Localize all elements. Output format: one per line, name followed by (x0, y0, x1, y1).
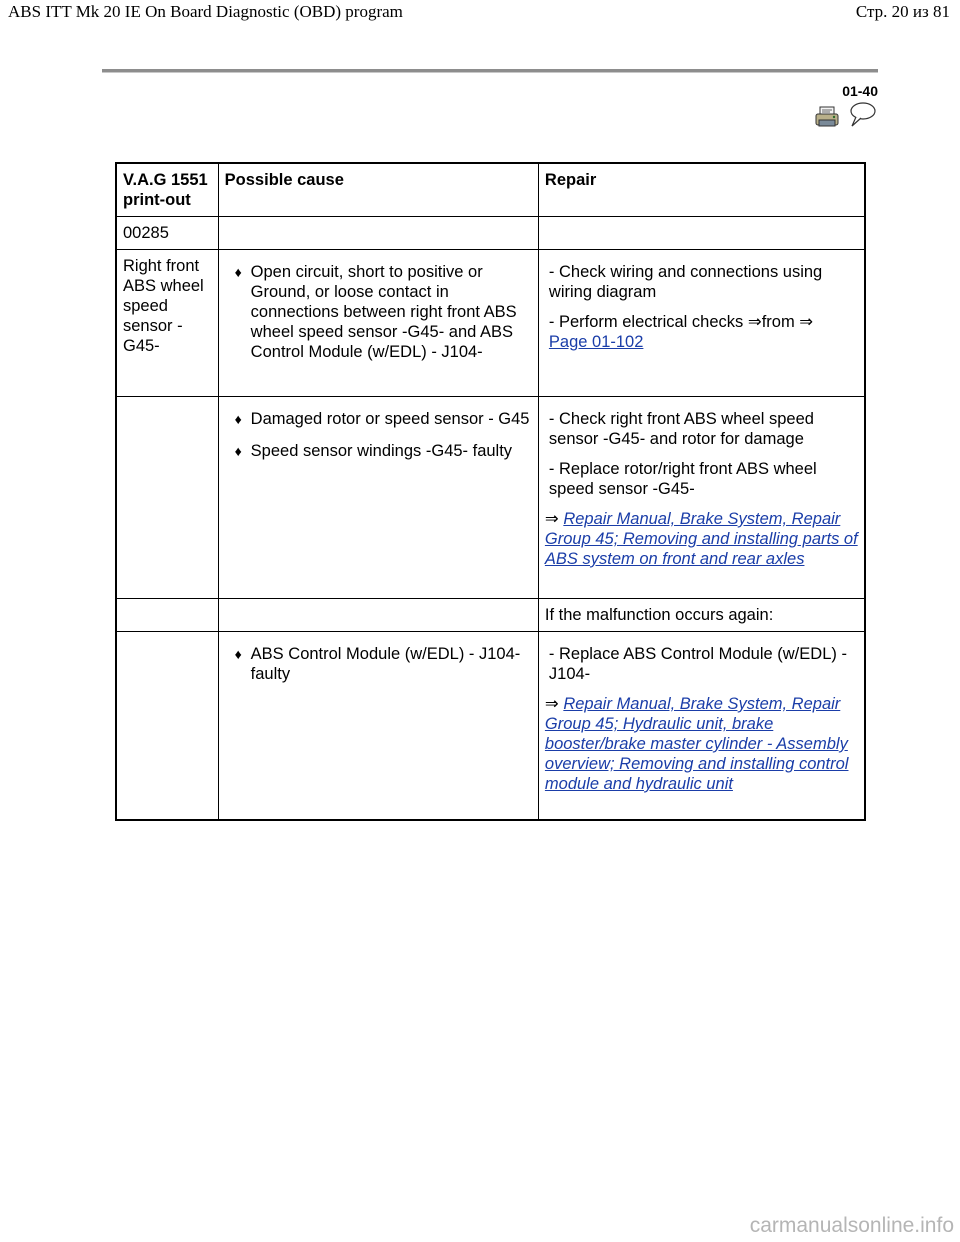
diamond-bullet-icon: ♦ (234, 264, 242, 280)
page-indicator: Стр. 20 из 81 (855, 2, 950, 21)
page-number: 01-40 (842, 83, 878, 99)
repair-step: - Check right front ABS wheel speed sensor -G45- and rotor for damage (548, 410, 814, 448)
diagnostic-table (115, 162, 866, 821)
table-row (116, 632, 865, 820)
arrow-icon: ⇒ (544, 695, 559, 713)
repair-step: - Replace rotor/right front ABS wheel speed sensor -G45- (548, 460, 817, 498)
repair-step: - Check wiring and connections using wiring diagram (548, 263, 823, 301)
watermark: carmanualsonline.info (749, 1214, 954, 1237)
table-row-code (116, 217, 865, 250)
comment-icon[interactable] (847, 101, 877, 129)
repair-step (549, 312, 858, 352)
header-possible-cause: Possible cause (218, 163, 538, 217)
diamond-bullet-icon: ♦ (234, 443, 242, 459)
diamond-bullet-icon: ♦ (234, 646, 242, 662)
header-printout: V.A.G 1551 print-out (116, 163, 218, 217)
table-row (116, 599, 865, 632)
repair-reference (545, 509, 858, 569)
table-header-row (116, 163, 865, 217)
cause-text: Damaged rotor or speed sensor - G45 (250, 410, 530, 428)
cause-item (235, 644, 532, 684)
page-link[interactable]: Page 01-102 (548, 333, 644, 351)
printer-icon[interactable] (815, 106, 839, 128)
component-name: Right front ABS wheel speed sensor - G45- (116, 250, 218, 397)
cause-text: Speed sensor windings -G45- faulty (250, 442, 513, 460)
repair-step: - Replace ABS Control Module (w/EDL) -J104- (548, 645, 847, 683)
arrow-icon: ⇒ (544, 510, 559, 528)
repair-reference (545, 694, 858, 794)
fault-code: 00285 (116, 217, 218, 250)
table-row (116, 397, 865, 599)
cause-item (235, 409, 532, 429)
header-rule (102, 69, 878, 73)
cause-text: Open circuit, short to positive or Ground, or loose contact in connections between right front ABS wheel speed sensor -G45- and ABS Control Module (w/EDL) - J104- (250, 263, 517, 361)
again-text: If the malfunction occurs again: (538, 599, 865, 632)
repair-manual-link[interactable]: Repair Manual, Brake System, Repair Group 45; Hydraulic unit, brake booster/brake master cylinder - Assembly overview; Removing and installing control module and hydraulic unit (544, 695, 849, 793)
repair-manual-link[interactable]: Repair Manual, Brake System, Repair Group 45; Removing and installing parts of ABS system on front and rear axles (544, 510, 858, 568)
repair-step-text: - Perform electrical checks ⇒from ⇒ (548, 313, 814, 331)
document-title: ABS ITT Mk 20 IE On Board Diagnostic (OBD) program (8, 2, 403, 21)
cause-item (235, 441, 532, 461)
cause-text: ABS Control Module (w/EDL) - J104- faulty (250, 645, 521, 683)
header-repair: Repair (538, 163, 865, 217)
table-row (116, 250, 865, 397)
diamond-bullet-icon: ♦ (234, 411, 242, 427)
cause-item (235, 262, 532, 362)
